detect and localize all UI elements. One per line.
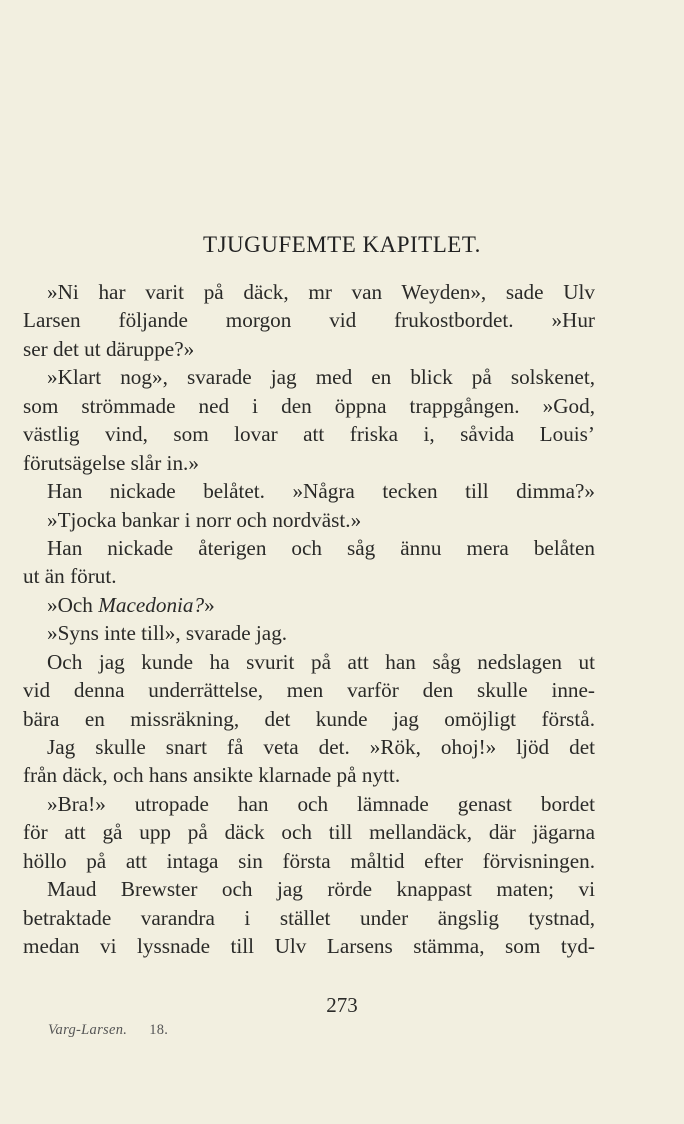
text-line: »Bra!» utropade han och lämnade genast bordet bbox=[47, 791, 595, 816]
italic-title: Macedonia? bbox=[98, 592, 205, 617]
text-line: Larsen följande morgon vid frukostbordet. »Hur bbox=[23, 308, 595, 333]
text-line: från däck, och hans ansikte klarnade på nytt. bbox=[23, 763, 401, 788]
text-line: Maud Brewster och jag rörde knappast maten; vi bbox=[47, 877, 595, 902]
text-line: betraktade varandra i stället under ängslig tystnad, bbox=[23, 905, 595, 930]
text-line: Han nickade återigen och såg ännu mera belåten bbox=[47, 535, 595, 560]
signature-title: Varg-Larsen. bbox=[48, 1022, 128, 1038]
text-line: »Tjocka bankar i norr och nordväst.» bbox=[47, 507, 362, 532]
text-line: medan vi lyssnade till Ulv Larsens stämma, som tyd- bbox=[23, 934, 595, 959]
text-line: Jag skulle snart få veta det. »Rök, ohoj!» ljöd det bbox=[47, 735, 595, 759]
text-line: ut än förut. bbox=[23, 564, 117, 589]
page-number: 273 bbox=[326, 993, 358, 1017]
body-text bbox=[23, 278, 595, 961]
text-line: höllo på att intaga sin första måltid efter förvisningen. bbox=[23, 848, 595, 873]
text-line: ser det ut däruppe?» bbox=[23, 336, 195, 361]
text-line: Han nickade belåtet. »Några tecken till dimma?» bbox=[47, 479, 595, 504]
text-line: för att gå upp på däck och till mellandäck, där jägarna bbox=[23, 820, 595, 845]
text-span: »Och bbox=[47, 592, 93, 617]
text-line bbox=[23, 591, 595, 619]
text-line: som strömmade ned i den öppna trappgången. »God, bbox=[23, 393, 595, 418]
text-line: västlig vind, som lovar att friska i, såvida Louis’ bbox=[23, 422, 595, 447]
signature-number: 18. bbox=[149, 1022, 169, 1038]
text-line: bära en missräkning, det kunde jag omöjligt förstå. bbox=[23, 706, 595, 731]
text-line: Och jag kunde ha svurit på att han såg nedslagen ut bbox=[47, 649, 595, 674]
chapter-title: TJUGUFEMTE KAPITLET. bbox=[203, 232, 481, 257]
text-line: »Syns inte till», svarade jag. bbox=[47, 621, 288, 646]
text-line: förutsägelse slår in.» bbox=[23, 450, 199, 475]
text-line: »Ni har varit på däck, mr van Weyden», sade Ulv bbox=[47, 280, 595, 304]
printer-signature bbox=[48, 1022, 168, 1039]
text-span: » bbox=[204, 592, 215, 617]
text-line: vid denna underrättelse, men varför den skulle inne- bbox=[23, 678, 595, 703]
text-line: »Klart nog», svarade jag med en blick på solskenet, bbox=[47, 365, 595, 390]
